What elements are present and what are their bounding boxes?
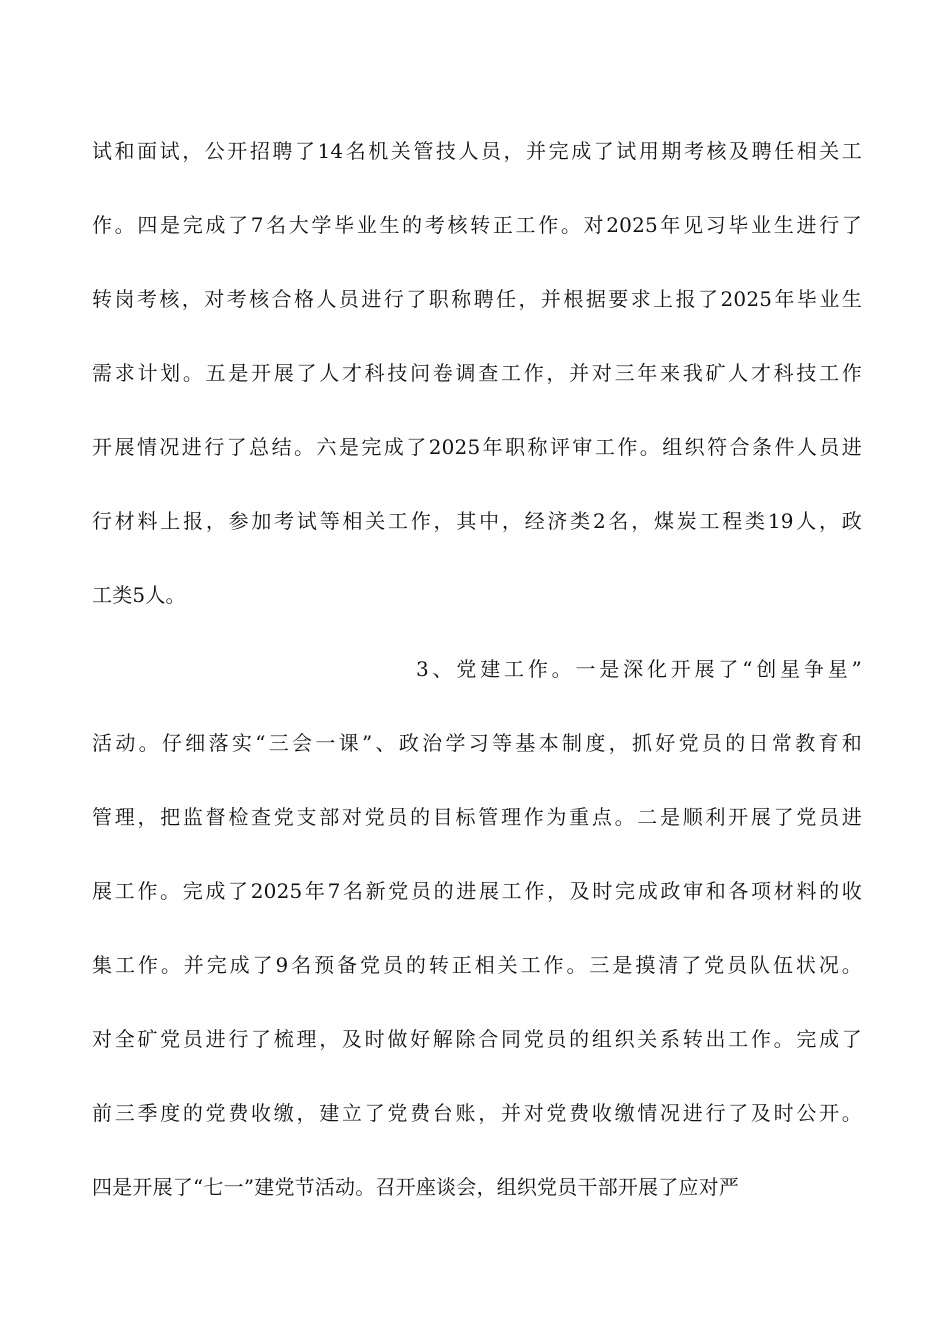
- paragraph-line: 转岗考核，对考核合格人员进行了职称聘任，并根据要求上报了2025年毕业生: [92, 287, 862, 311]
- paragraph-line: 管理，把监督检查党支部对党员的目标管理作为重点。二是顺利开展了党员进: [92, 805, 862, 829]
- section-heading-line: 3、党建工作。一是深化开展了“创星争星”: [416, 657, 862, 681]
- paragraph-line: 对全矿党员进行了梳理，及时做好解除合同党员的组织关系转出工作。完成了: [92, 1027, 862, 1051]
- paragraph-line: 作。四是完成了7名大学毕业生的考核转正工作。对2025年见习毕业生进行了: [92, 213, 862, 237]
- paragraph-line: 工类5人。: [92, 583, 186, 607]
- paragraph-line: 集工作。并完成了9名预备党员的转正相关工作。三是摸清了党员队伍状况。: [92, 953, 862, 977]
- paragraph-line: 开展情况进行了总结。六是完成了2025年职称评审工作。组织符合条件人员进: [92, 435, 862, 459]
- paragraph-line: 四是开展了“七一”建党节活动。召开座谈会，组织党员干部开展了应对严: [92, 1175, 740, 1199]
- paragraph-line: 活动。仔细落实“三会一课”、政治学习等基本制度，抓好党员的日常教育和: [92, 731, 862, 755]
- paragraph-line: 前三季度的党费收缴，建立了党费台账，并对党费收缴情况进行了及时公开。: [92, 1101, 862, 1125]
- paragraph-line: 展工作。完成了2025年7名新党员的进展工作，及时完成政审和各项材料的收: [92, 879, 862, 903]
- paragraph-line: 试和面试，公开招聘了14名机关管技人员，并完成了试用期考核及聘任相关工: [92, 139, 862, 163]
- paragraph-line: 行材料上报，参加考试等相关工作，其中，经济类2名，煤炭工程类19人，政: [92, 509, 862, 533]
- paragraph-line: 需求计划。五是开展了人才科技问卷调查工作，并对三年来我矿人才科技工作: [92, 361, 862, 385]
